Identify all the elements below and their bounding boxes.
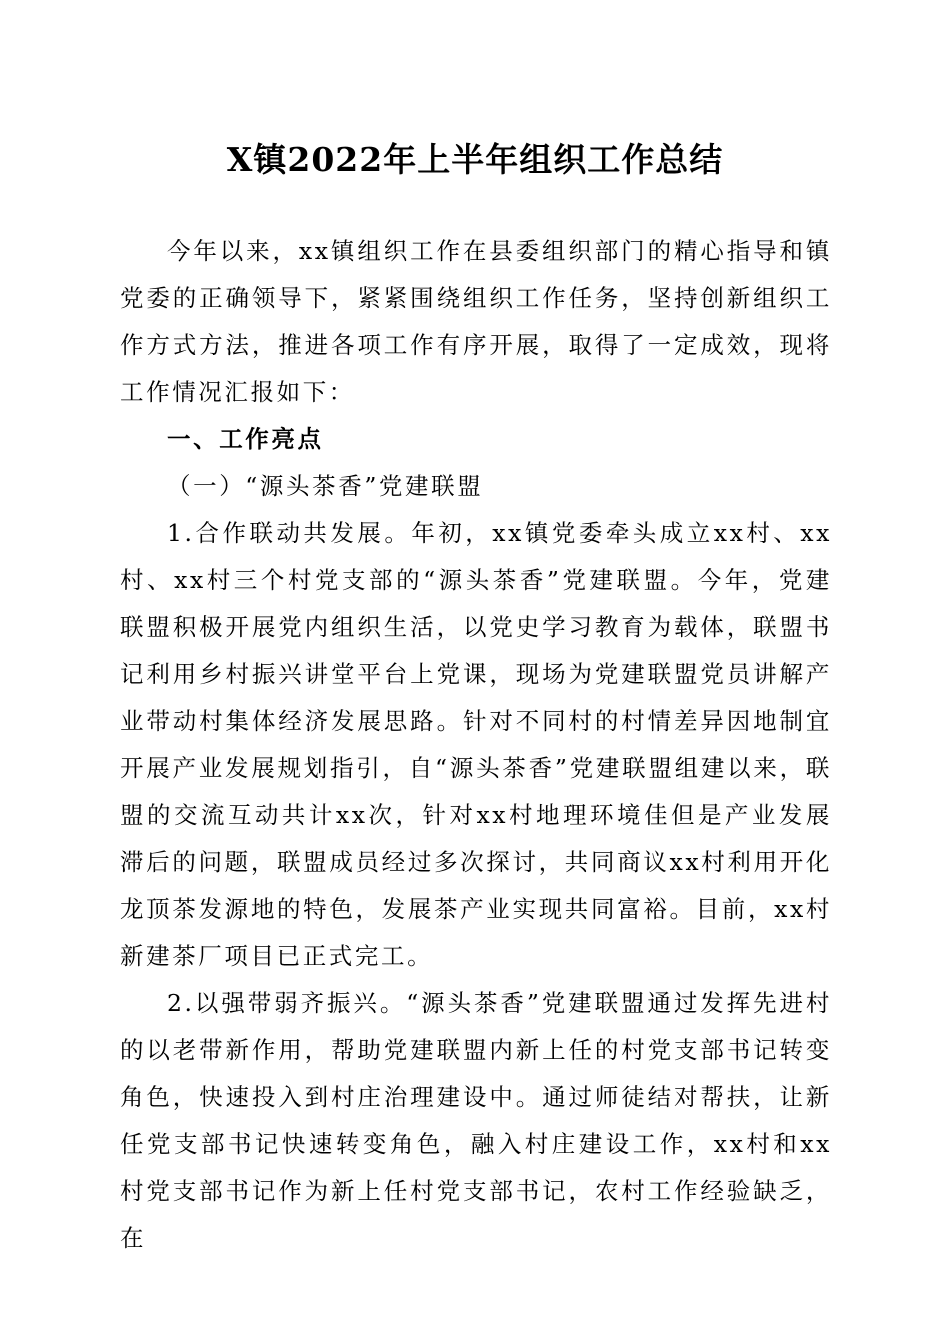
paragraph-item-2: 2.以强带弱齐振兴。“源头茶香”党建联盟通过发挥先进村的以老带新作用，帮助党建联盟内新上任的村党支部书记转变角色，快速投入到村庄治理建设中。通过师徒结对帮扶，让新任党支部书记快速转变角色，融入村庄建设工作，xx村和xx村党支部书记作为新上任村党支部书记，农村工作经验缺乏，在	[120, 989, 832, 1252]
subsection-heading-alliance: （一）“源头茶香”党建联盟	[167, 472, 484, 500]
document-body	[120, 228, 832, 1262]
document-title: X镇2022年上半年组织工作总结	[226, 140, 724, 179]
paragraph-item-1: 1.合作联动共发展。年初，xx镇党委牵头成立xx村、xx村、xx村三个村党支部的“源头茶香”党建联盟。今年，党建联盟积极开展党内组织生活，以党史学习教育为载体，联盟书记利用乡村振兴讲堂平台上党课，现场为党建联盟党员讲解产业带动村集体经济发展思路。针对不同村的村情差异因地制宜开展产业发展规划指引，自“源头茶香”党建联盟组建以来，联盟的交流互动共计xx次，针对xx村地理环境佳但是产业发展滞后的问题，联盟成员经过多次探讨，共同商议xx村利用开化龙顶茶发源地的特色，发展茶产业实现共同富裕。目前，xx村新建茶厂项目已正式完工。	[120, 519, 832, 970]
intro-paragraph: 今年以来，xx镇组织工作在县委组织部门的精心指导和镇党委的正确领导下，紧紧围绕组织工作任务，坚持创新组织工作方式方法，推进各项工作有序开展，取得了一定成效，现将工作情况汇报如下：	[120, 237, 832, 406]
section-heading-highlights: 一、工作亮点	[167, 425, 324, 453]
